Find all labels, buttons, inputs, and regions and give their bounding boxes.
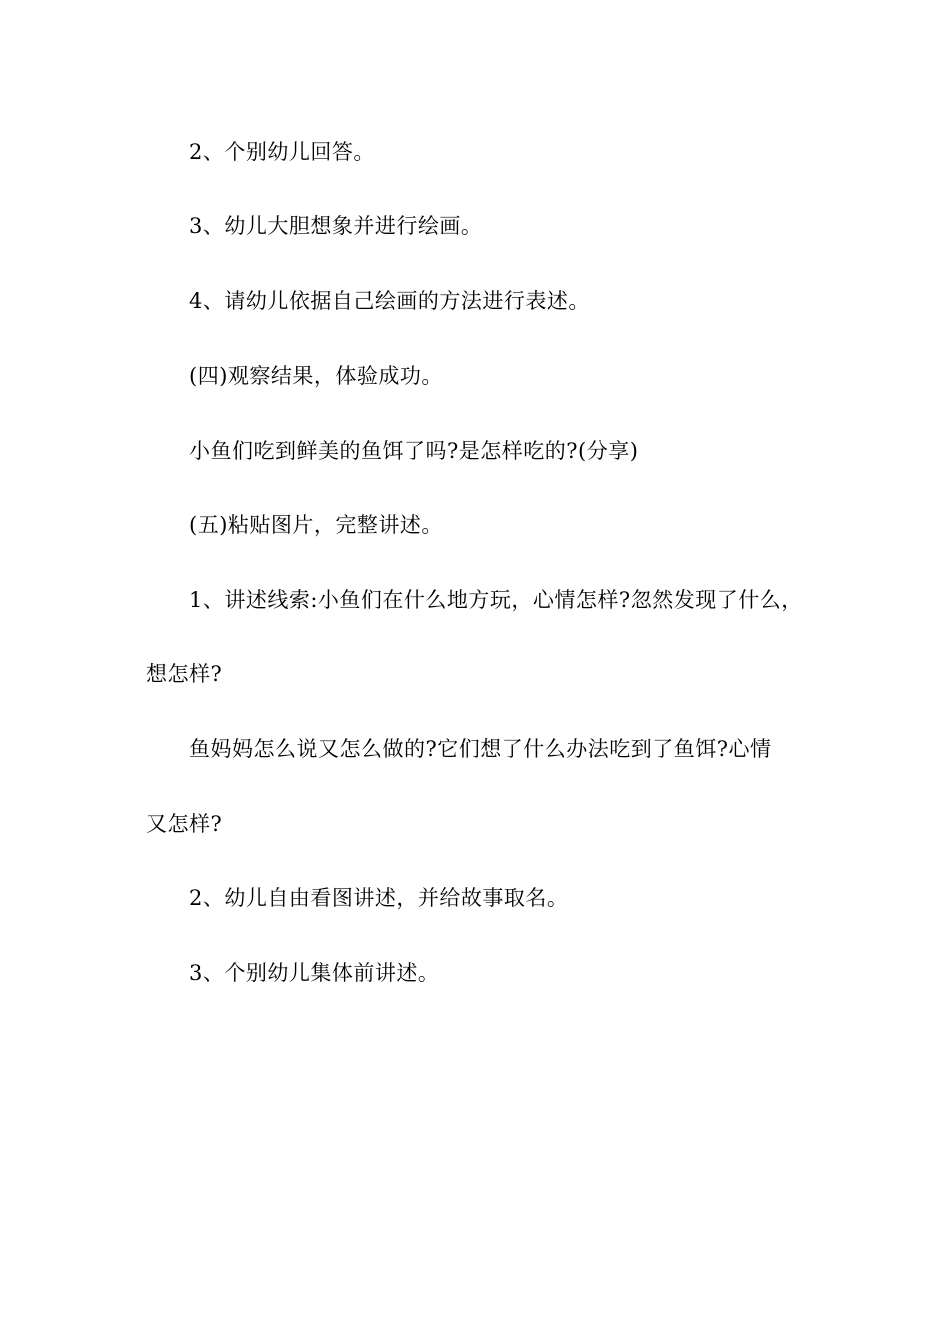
paragraph-line-5: 小鱼们吃到鲜美的鱼饵了吗?是怎样吃的?(分享) <box>189 439 639 463</box>
paragraph-line-2: 3、幼儿大胆想象并进行绘画。 <box>189 214 483 238</box>
section-heading-4: (四)观察结果，体验成功。 <box>189 364 443 388</box>
paragraph-line-3: 4、请幼儿依据自己绘画的方法进行表述。 <box>189 289 590 313</box>
paragraph-line-10: 又怎样? <box>146 812 223 836</box>
paragraph-line-9: 鱼妈妈怎么说又怎么做的?它们想了什么办法吃到了鱼饵?心情 <box>189 737 772 761</box>
paragraph-line-1: 2、个别幼儿回答。 <box>189 140 375 164</box>
paragraph-line-11: 2、幼儿自由看图讲述，并给故事取名。 <box>189 886 569 910</box>
paragraph-line-7: 1、讲述线索:小鱼们在什么地方玩，心情怎样?忽然发现了什么， <box>189 588 803 612</box>
paragraph-line-8: 想怎样? <box>146 662 223 686</box>
paragraph-line-12: 3、个别幼儿集体前讲述。 <box>189 961 440 985</box>
section-heading-5: (五)粘贴图片，完整讲述。 <box>189 513 443 537</box>
